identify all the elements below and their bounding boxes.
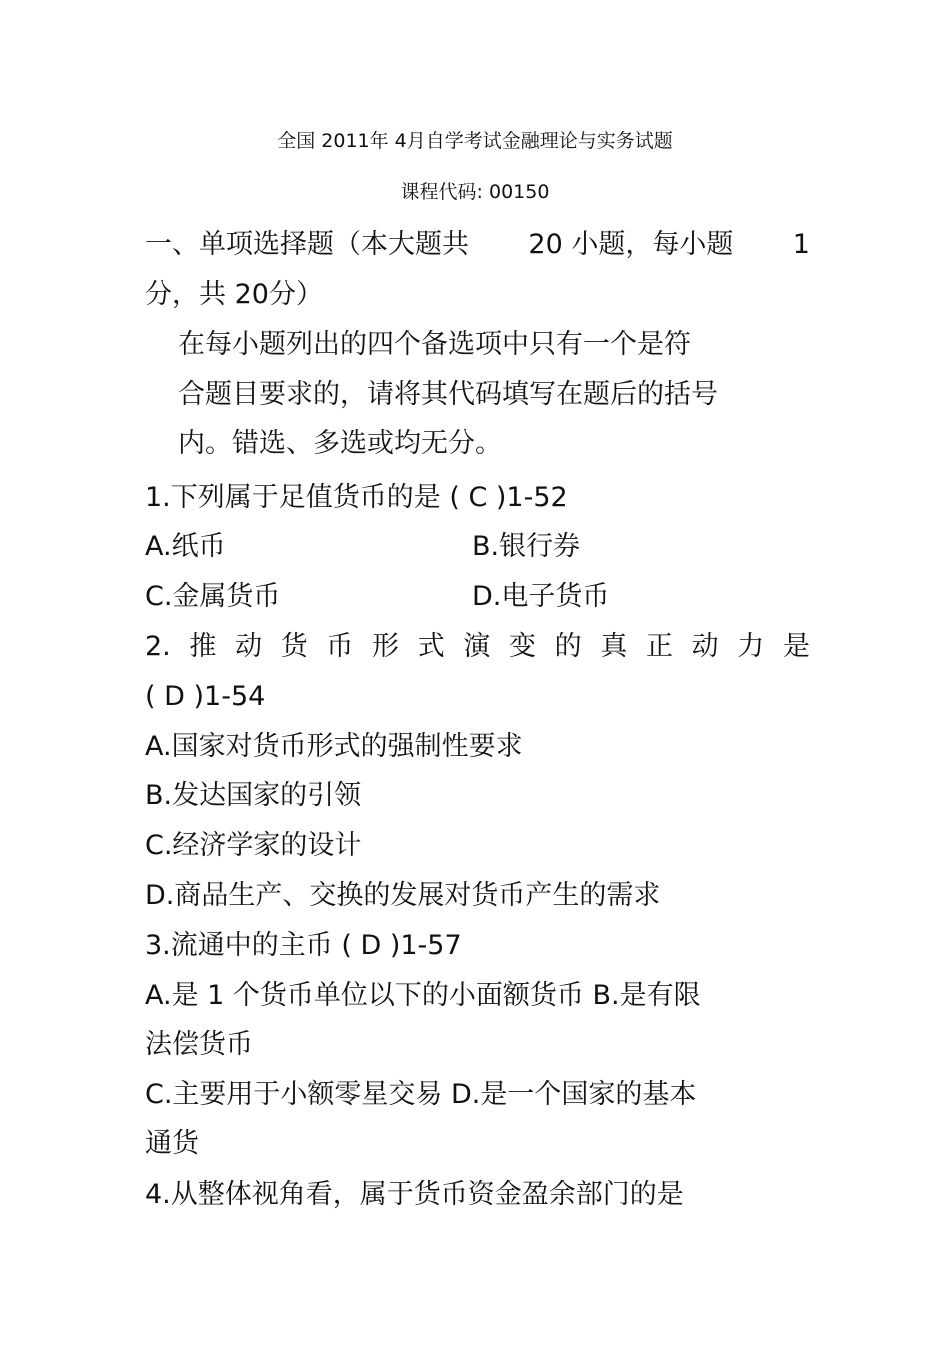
q2-char: 正 (645, 631, 673, 662)
question-1-option-b: B.银行券 (472, 531, 581, 562)
section-heading (145, 231, 810, 258)
q2-char: 是 (782, 631, 810, 662)
question-3-options-cd-cont: 通货 (145, 1128, 199, 1159)
question-1-stem: 1.下列属于足值货币的是 ( C )1-52 (145, 482, 568, 513)
q2-char: 式 (417, 631, 445, 662)
q2-char: 变 (509, 631, 537, 662)
instruction-line-1: 在每小题列出的四个备选项中只有一个是符 (178, 329, 691, 360)
q2-char: 动 (235, 631, 263, 662)
question-2-option-b: B.发达国家的引领 (145, 780, 362, 811)
section-heading-line2: 分，共 20分） (145, 279, 323, 310)
q2-char: 2. (145, 631, 171, 662)
question-1-option-a: A.纸币 (145, 531, 226, 562)
q2-char: 的 (554, 631, 582, 662)
q2-char: 力 (737, 631, 765, 662)
question-2-stem (145, 633, 810, 660)
question-3-stem: 3.流通中的主币 ( D )1-57 (145, 930, 462, 961)
section-heading-part1: 一、单项选择题（本大题共 (145, 229, 469, 260)
question-3-options-cd: C.主要用于小额零星交易 D.是一个国家的基本 (145, 1079, 697, 1110)
q2-char: 货 (280, 631, 308, 662)
question-1-option-d: D.电子货币 (472, 581, 610, 612)
question-2-stem-line2: ( D )1-54 (145, 681, 266, 712)
q2-char: 演 (463, 631, 491, 662)
question-4-stem: 4.从整体视角看，属于货币资金盈余部门的是 (145, 1179, 684, 1210)
section-heading-part3: 1 (792, 229, 810, 260)
q2-char: 真 (600, 631, 628, 662)
question-2-option-a: A.国家对货币形式的强制性要求 (145, 731, 523, 762)
q2-char: 动 (691, 631, 719, 662)
question-1-option-c: C.金属货币 (145, 581, 281, 612)
section-heading-part2: 20 小题，每小题 (528, 229, 734, 260)
q2-char: 币 (326, 631, 354, 662)
course-code: 课程代码: 00150 (400, 181, 550, 203)
document-title: 全国 2011年 4月自学考试金融理论与实务试题 (277, 130, 673, 152)
instruction-line-3: 内。错选、多选或均无分。 (178, 428, 502, 459)
question-3-options-ab: A.是 1 个货币单位以下的小面额货币 B.是有限 (145, 980, 701, 1011)
question-2-option-c: C.经济学家的设计 (145, 830, 362, 861)
q2-char: 推 (189, 631, 217, 662)
q2-char: 形 (372, 631, 400, 662)
question-3-options-ab-cont: 法偿货币 (145, 1029, 253, 1060)
question-2-option-d: D.商品生产、交换的发展对货币产生的需求 (145, 880, 661, 911)
instruction-line-2: 合题目要求的，请将其代码填写在题后的括号 (178, 379, 718, 410)
